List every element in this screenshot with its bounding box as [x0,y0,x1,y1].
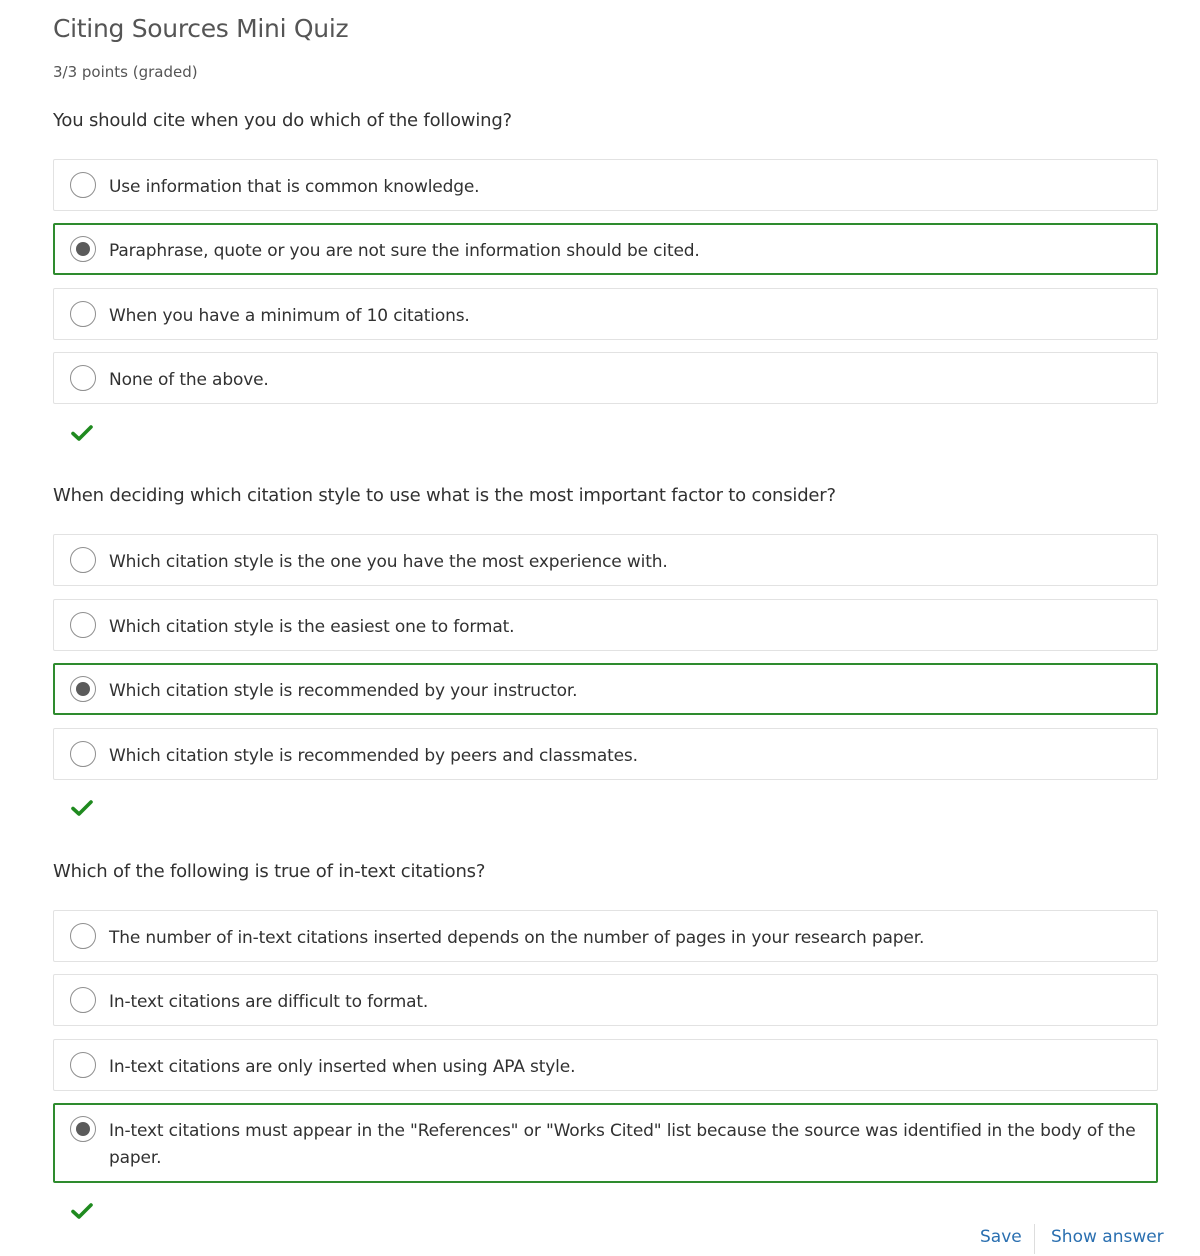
option-label: In-text citations must appear in the "References" or "Works Cited" list because the source was identified in the body of the paper. [109,1121,1136,1168]
check-icon [71,1202,93,1220]
question-2-option-2[interactable] [53,599,1158,651]
radio-button[interactable] [70,923,96,949]
question-1-option-1[interactable] [53,159,1158,211]
quiz-score: 3/3 points (graded) [53,63,198,81]
question-3-option-1[interactable] [53,910,1158,962]
question-1-text: You should cite when you do which of the following? [53,110,512,131]
radio-button-selected[interactable] [70,676,96,702]
question-2-option-3[interactable] [53,663,1158,715]
radio-dot [76,242,90,256]
radio-button[interactable] [70,1052,96,1078]
question-2-option-4[interactable] [53,728,1158,780]
question-1-option-2[interactable] [53,223,1158,275]
option-label: Paraphrase, quote or you are not sure the information should be cited. [109,241,700,261]
question-3-option-3[interactable] [53,1039,1158,1091]
option-label: The number of in-text citations inserted depends on the number of pages in your research paper. [109,928,925,948]
radio-button-selected[interactable] [70,1116,96,1142]
option-label: Which citation style is the easiest one to format. [109,617,515,637]
option-label: In-text citations are only inserted when using APA style. [109,1057,576,1077]
radio-dot [76,1122,90,1136]
show-answer-button[interactable]: Show answer [1051,1227,1164,1247]
radio-button[interactable] [70,741,96,767]
check-icon [71,424,93,442]
option-label: In-text citations are difficult to format. [109,992,429,1012]
radio-button[interactable] [70,365,96,391]
question-3-text: Which of the following is true of in-text citations? [53,861,486,882]
radio-button[interactable] [70,301,96,327]
option-label: None of the above. [109,370,269,390]
option-label: Use information that is common knowledge. [109,177,480,197]
check-icon [71,799,93,817]
option-label: Which citation style is recommended by peers and classmates. [109,746,638,766]
question-2-option-1[interactable] [53,534,1158,586]
question-1-option-3[interactable] [53,288,1158,340]
question-2-text: When deciding which citation style to use what is the most important factor to consider? [53,485,836,506]
footer-divider [1034,1224,1035,1254]
question-1-option-4[interactable] [53,352,1158,404]
option-label: Which citation style is the one you have the most experience with. [109,552,668,572]
question-3-option-2[interactable] [53,974,1158,1026]
option-label: Which citation style is recommended by your instructor. [109,681,578,701]
save-button[interactable]: Save [980,1227,1022,1247]
radio-button[interactable] [70,547,96,573]
radio-button[interactable] [70,987,96,1013]
radio-button[interactable] [70,172,96,198]
question-3-option-4[interactable] [53,1103,1158,1183]
option-label: When you have a minimum of 10 citations. [109,306,470,326]
quiz-title: Citing Sources Mini Quiz [53,14,349,43]
radio-button-selected[interactable] [70,236,96,262]
radio-dot [76,682,90,696]
radio-button[interactable] [70,612,96,638]
